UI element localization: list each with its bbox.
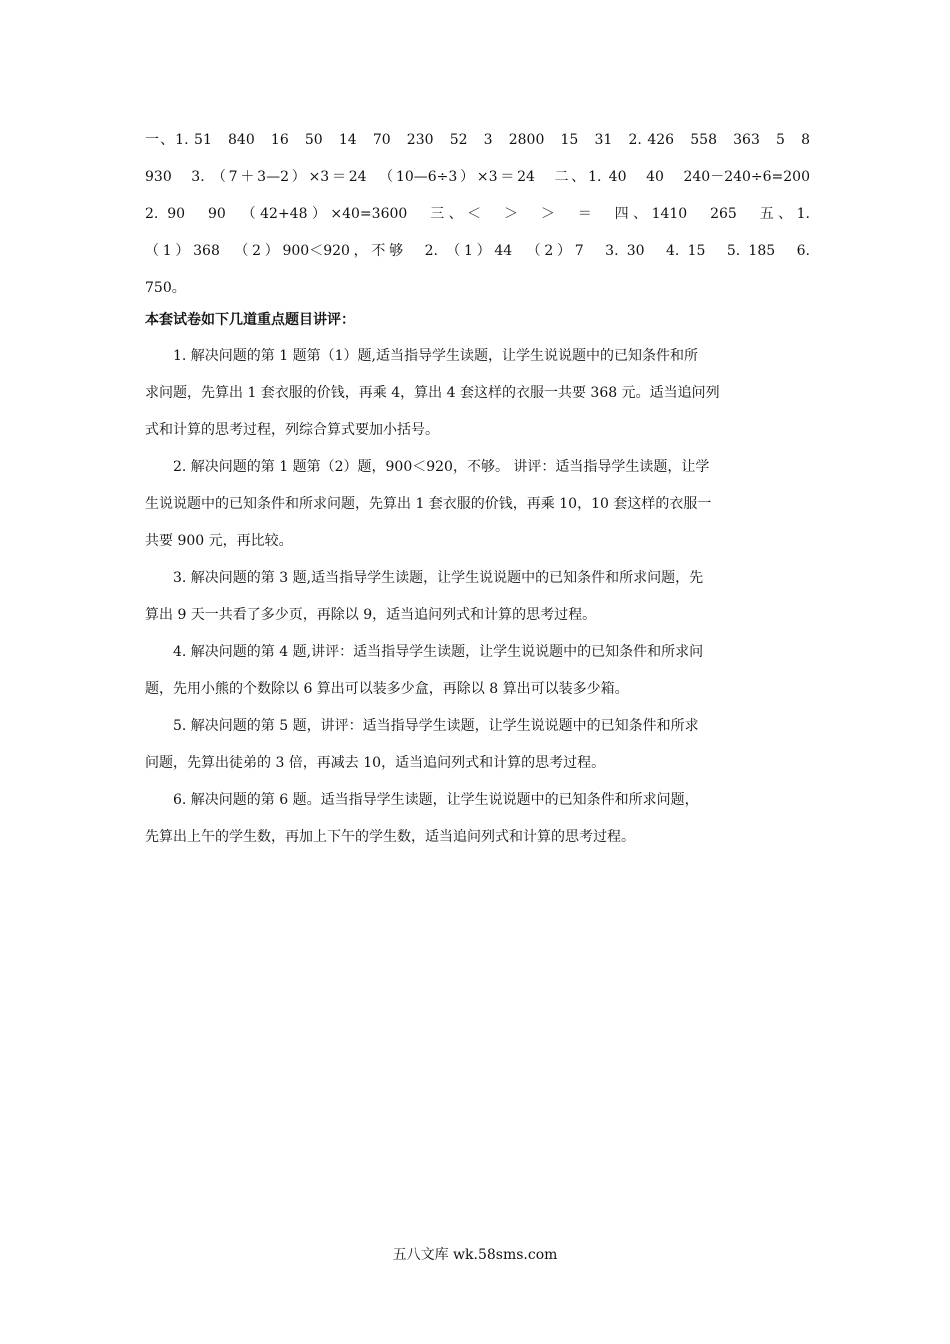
section-heading: 本套试卷如下几道重点题目讲评：	[145, 312, 355, 328]
comment-line: 算出 9 天一共看了多少页，再除以 9，适当追问列式和计算的思考过程。	[145, 607, 597, 623]
answer-line: 一、1. 51 840 16 50 14 70 230 52 3 2800 15 31 2. 426 558 363 5 8	[145, 132, 810, 148]
page-footer: 五八文库 wk.58sms.com	[392, 1247, 558, 1263]
comment-line: 1. 解决问题的第 1 题第（1）题,适当指导学生读题，让学生说说题中的已知条件和所	[173, 348, 698, 364]
comment-line: 问题，先算出徒弟的 3 倍，再减去 10，适当追问列式和计算的思考过程。	[145, 755, 606, 771]
comment-line: 3. 解决问题的第 3 题,适当指导学生读题，让学生说说题中的已知条件和所求问题，先	[173, 570, 704, 586]
comment-line: 题，先用小熊的个数除以 6 算出可以装多少盒，再除以 8 算出可以装多少箱。	[145, 681, 629, 697]
answer-line: 750。	[145, 280, 186, 296]
comment-line: 生说说题中的已知条件和所求问题，先算出 1 套衣服的价钱，再乘 10，10 套这样的衣服一	[145, 496, 712, 512]
comment-line: 4. 解决问题的第 4 题,讲评：适当指导学生读题，让学生说说题中的已知条件和所求问	[173, 644, 704, 660]
comment-line: 2. 解决问题的第 1 题第（2）题，900＜920，不够。 讲评：适当指导学生读题，让学	[173, 459, 710, 475]
comments-section	[145, 338, 810, 856]
answer-line: （1）368 （2）900＜920，不够 2. （1）44 （2）7 3. 30 4. 15 5. 185 6.	[145, 243, 810, 259]
comment-line: 式和计算的思考过程，列综合算式要加小括号。	[145, 422, 439, 438]
answer-key	[145, 122, 810, 307]
comment-line: 6. 解决问题的第 6 题。适当指导学生读题，让学生说说题中的已知条件和所求问题，	[173, 792, 699, 808]
comment-line: 求问题，先算出 1 套衣服的价钱，再乘 4，算出 4 套这样的衣服一共要 368 元。适当追问列	[145, 385, 720, 401]
comment-line: 先算出上午的学生数，再加上下午的学生数，适当追问列式和计算的思考过程。	[145, 829, 635, 845]
comment-line: 5. 解决问题的第 5 题，讲评：适当指导学生读题，让学生说说题中的已知条件和所求	[173, 718, 699, 734]
answer-line: 2. 90 90 （42+48）×40=3600 三、＜ ＞ ＞ ＝ 四、1410 265 五、1.	[145, 206, 810, 222]
comment-line: 共要 900 元，再比较。	[145, 533, 293, 549]
answer-line: 930 3. （7＋3—2）×3＝24 （10—6÷3）×3＝24 二、1. 40 40 240－240÷6=200	[145, 169, 810, 185]
